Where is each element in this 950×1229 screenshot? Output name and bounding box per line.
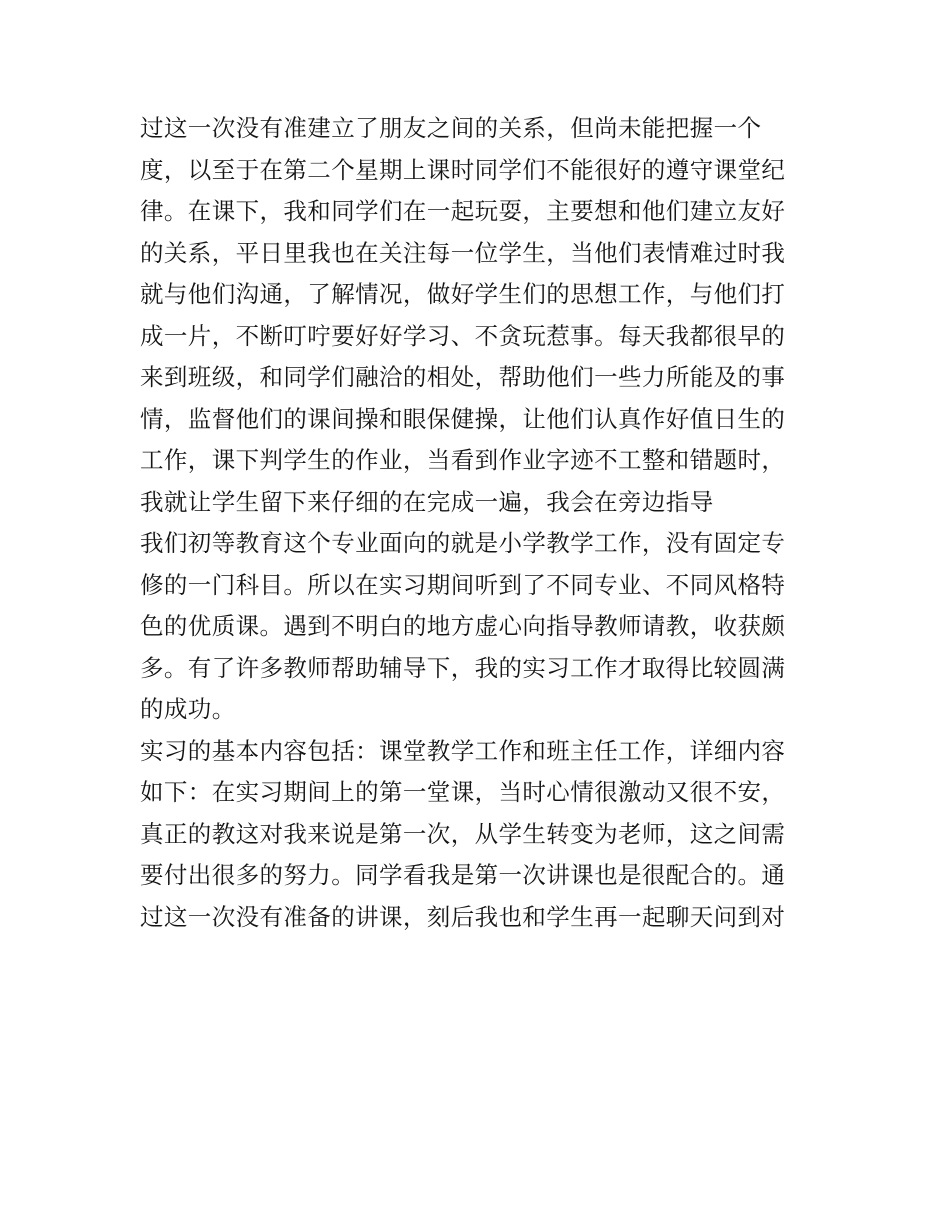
- text-line: 我就让学生留下来仔细的在完成一遍，我会在旁边指导: [140, 487, 714, 516]
- text-line: 情，监督他们的课间操和眼保健操，让他们认真作好值日生的: [140, 404, 786, 433]
- text-line: 如下：在实习期间上的第一堂课，当时心情很激动又很不安，: [140, 778, 786, 806]
- text-line: 度，以至于在第二个星期上课时同学们不能很好的遵守课堂纪: [140, 155, 786, 184]
- text-line: 的成功。: [140, 695, 236, 723]
- text-line: 色的优质课。遇到不明白的地方虚心向指导教师请教，收获颇: [140, 612, 786, 640]
- text-line: 实习的基本内容包括：课堂教学工作和班主任工作，详细内容: [140, 736, 786, 765]
- text-line: 的关系，平日里我也在关注每一位学生，当他们表情难过时我: [140, 238, 786, 267]
- body-text: [140, 108, 830, 938]
- text-line: 来到班级，和同学们融洽的相处，帮助他们一些力所能及的事: [140, 363, 786, 391]
- text-line: 成一片，不断叮咛要好好学习、不贪玩惹事。每天我都很早的: [140, 321, 786, 350]
- text-line: 真正的教这对我来说是第一次，从学生转变为老师，这之间需: [140, 819, 786, 848]
- text-line: 过这一次没有准建立了朋友之间的关系，但尚未能把握一个: [140, 114, 762, 142]
- text-line: 律。在课下，我和同学们在一起玩耍，主要想和他们建立友好: [140, 197, 786, 225]
- text-line: 我们初等教育这个专业面向的就是小学教学工作，没有固定专: [140, 529, 786, 557]
- text-line: 多。有了许多教师帮助辅导下，我的实习工作才取得比较圆满: [140, 653, 786, 682]
- text-line: 就与他们沟通，了解情况，做好学生们的思想工作，与他们打: [140, 280, 786, 308]
- text-line: 要付出很多的努力。同学看我是第一次讲课也是很配合的。通: [140, 861, 786, 889]
- text-line: 工作，课下判学生的作业，当看到作业字迹不工整和错题时，: [140, 446, 786, 474]
- text-line: 修的一门科目。所以在实习期间听到了不同专业、不同风格特: [140, 570, 786, 599]
- text-line: 过这一次没有准备的讲课，刻后我也和学生再一起聊天问到对: [140, 902, 786, 931]
